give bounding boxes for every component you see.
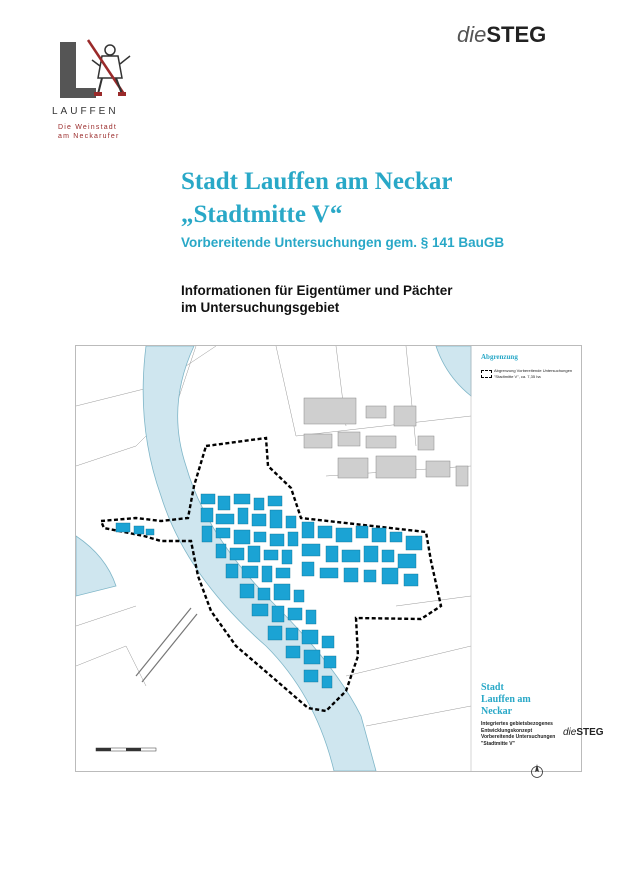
sidebar-desc-line-3: Vorbereitende Untersuchungen [481,734,556,740]
title-line-2: „Stadtmitte V“ [181,201,343,228]
legend-label-2: "Stadtmitte V", ca. 7,35 ha [494,374,541,379]
sidebar-desc-line-4: "Stadtmitte V" [481,740,515,747]
steg-small-steg: STEG [576,727,604,738]
logo-tagline-1: Die Weinstadt [58,124,118,131]
info-line-1: Informationen für Eigentümer und Pächter [181,283,453,298]
legend-boundary-swatch [481,370,492,378]
lauffen-logo [52,36,142,106]
logo-name: LAUFFEN [52,106,119,117]
subtitle: Vorbereitende Untersuchungen gem. § 141 BauGB [181,235,505,250]
sidebar-desc-line-2: Entwicklungskonzept [481,727,533,734]
sidebar-city-line-1: Stadt [481,682,504,693]
logo-tagline-2: am Neckarufer [58,133,120,140]
info-line-2: im Untersuchungsgebiet [181,300,340,315]
steg-logo-die: die [457,22,487,47]
legend-label-1: Abgrenzung Vorbereitende Untersuchungen [494,368,573,373]
sidebar-city-line-3: Neckar [481,706,513,717]
title-line-1: Stadt Lauffen am Neckar [181,168,453,195]
sidebar-description [481,721,555,747]
steg-logo-steg: STEG [486,22,547,47]
steg-logo-small [563,727,604,738]
north-arrow-icon [530,763,544,784]
steg-small-die: die [563,727,577,738]
sidebar-desc-line-1: Integriertes gebietsbezogenes [481,721,553,727]
sidebar-city [481,682,531,718]
sidebar-city-line-2: Lauffen am [481,694,531,705]
legend-title: Abgrenzung [481,353,518,361]
steg-logo [457,22,546,48]
